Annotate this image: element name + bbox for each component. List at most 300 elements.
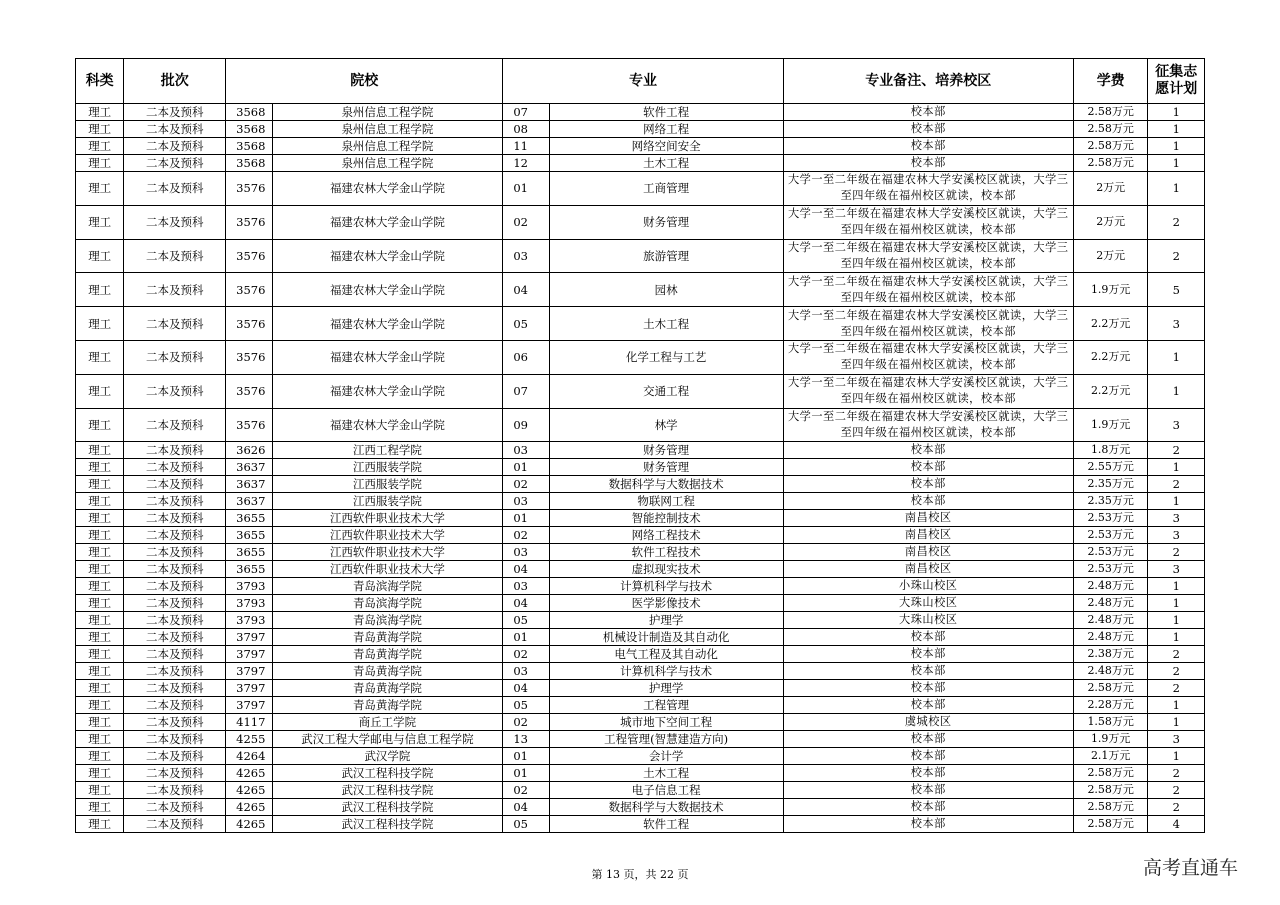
major-name-cell: 工程管理(智慧建造方向) [549, 731, 783, 748]
category-cell: 理工 [76, 155, 124, 172]
school-name-cell: 江西工程学院 [272, 442, 503, 459]
school-name-cell: 青岛滨海学院 [272, 578, 503, 595]
table-row [76, 527, 1205, 544]
category-cell: 理工 [76, 340, 124, 374]
header-major: 专业 [503, 59, 783, 104]
batch-cell: 二本及预科 [124, 561, 226, 578]
school-name-cell: 江西服装学院 [272, 476, 503, 493]
major-code-cell: 12 [503, 155, 549, 172]
notes-cell: 校本部 [783, 646, 1073, 663]
notes-cell: 校本部 [783, 121, 1073, 138]
plan-count-cell: 3 [1148, 527, 1205, 544]
major-name-cell: 财务管理 [549, 205, 783, 239]
tuition-cell: 2.58万元 [1073, 680, 1148, 697]
notes-cell: 校本部 [783, 459, 1073, 476]
category-cell: 理工 [76, 510, 124, 527]
table-row [76, 121, 1205, 138]
school-name-cell: 江西软件职业技术大学 [272, 544, 503, 561]
plan-count-cell: 1 [1148, 595, 1205, 612]
school-code-cell: 3797 [226, 646, 272, 663]
major-name-cell: 化学工程与工艺 [549, 340, 783, 374]
plan-count-cell: 2 [1148, 476, 1205, 493]
major-name-cell: 土木工程 [549, 155, 783, 172]
major-code-cell: 05 [503, 612, 549, 629]
batch-cell: 二本及预科 [124, 578, 226, 595]
table-row [76, 561, 1205, 578]
major-code-cell: 01 [503, 172, 549, 206]
table-row [76, 239, 1205, 273]
school-code-cell: 3568 [226, 155, 272, 172]
school-code-cell: 3797 [226, 697, 272, 714]
notes-cell: 校本部 [783, 138, 1073, 155]
school-name-cell: 福建农林大学金山学院 [272, 408, 503, 442]
batch-cell: 二本及预科 [124, 765, 226, 782]
tuition-cell: 2.48万元 [1073, 629, 1148, 646]
category-cell: 理工 [76, 493, 124, 510]
plan-count-cell: 1 [1148, 121, 1205, 138]
page-number: 第 13 页，共 22 页 [591, 868, 689, 881]
major-code-cell: 03 [503, 239, 549, 273]
school-name-cell: 福建农林大学金山学院 [272, 374, 503, 408]
table-row [76, 663, 1205, 680]
school-code-cell: 4265 [226, 816, 272, 833]
major-code-cell: 02 [503, 205, 549, 239]
notes-cell: 大学一至二年级在福建农林大学安溪校区就读，大学三至四年级在福州校区就读，校本部 [783, 408, 1073, 442]
school-code-cell: 3576 [226, 340, 272, 374]
school-code-cell: 3793 [226, 578, 272, 595]
table-row [76, 731, 1205, 748]
batch-cell: 二本及预科 [124, 629, 226, 646]
category-cell: 理工 [76, 816, 124, 833]
notes-cell: 校本部 [783, 155, 1073, 172]
major-name-cell: 财务管理 [549, 459, 783, 476]
plan-count-cell: 2 [1148, 799, 1205, 816]
table-row [76, 493, 1205, 510]
major-name-cell: 工程管理 [549, 697, 783, 714]
tuition-cell: 2.2万元 [1073, 340, 1148, 374]
table-row [76, 697, 1205, 714]
table-row [76, 442, 1205, 459]
school-name-cell: 福建农林大学金山学院 [272, 340, 503, 374]
category-cell: 理工 [76, 138, 124, 155]
school-code-cell: 3655 [226, 527, 272, 544]
batch-cell: 二本及预科 [124, 155, 226, 172]
table-row [76, 408, 1205, 442]
tuition-cell: 1.8万元 [1073, 442, 1148, 459]
school-code-cell: 3797 [226, 680, 272, 697]
major-code-cell: 05 [503, 307, 549, 341]
notes-cell: 校本部 [783, 442, 1073, 459]
major-name-cell: 机械设计制造及其自动化 [549, 629, 783, 646]
major-code-cell: 01 [503, 510, 549, 527]
batch-cell: 二本及预科 [124, 612, 226, 629]
plan-count-cell: 1 [1148, 172, 1205, 206]
category-cell: 理工 [76, 408, 124, 442]
school-code-cell: 3568 [226, 121, 272, 138]
school-code-cell: 3576 [226, 205, 272, 239]
table-row [76, 612, 1205, 629]
school-name-cell: 青岛黄海学院 [272, 680, 503, 697]
batch-cell: 二本及预科 [124, 680, 226, 697]
category-cell: 理工 [76, 307, 124, 341]
school-code-cell: 3568 [226, 104, 272, 121]
category-cell: 理工 [76, 799, 124, 816]
category-cell: 理工 [76, 172, 124, 206]
batch-cell: 二本及预科 [124, 205, 226, 239]
notes-cell: 校本部 [783, 748, 1073, 765]
batch-cell: 二本及预科 [124, 782, 226, 799]
category-cell: 理工 [76, 104, 124, 121]
major-name-cell: 智能控制技术 [549, 510, 783, 527]
school-name-cell: 青岛黄海学院 [272, 646, 503, 663]
school-name-cell: 泉州信息工程学院 [272, 121, 503, 138]
plan-count-cell: 1 [1148, 697, 1205, 714]
school-name-cell: 福建农林大学金山学院 [272, 172, 503, 206]
major-name-cell: 网络工程技术 [549, 527, 783, 544]
tuition-cell: 2.58万元 [1073, 782, 1148, 799]
notes-cell: 大学一至二年级在福建农林大学安溪校区就读，大学三至四年级在福州校区就读，校本部 [783, 340, 1073, 374]
school-code-cell: 4264 [226, 748, 272, 765]
category-cell: 理工 [76, 765, 124, 782]
plan-count-cell: 2 [1148, 646, 1205, 663]
batch-cell: 二本及预科 [124, 663, 226, 680]
tuition-cell: 2.38万元 [1073, 646, 1148, 663]
major-name-cell: 物联网工程 [549, 493, 783, 510]
major-code-cell: 01 [503, 459, 549, 476]
tuition-cell: 2.53万元 [1073, 544, 1148, 561]
header-batch: 批次 [124, 59, 226, 104]
major-code-cell: 05 [503, 697, 549, 714]
tuition-cell: 2.58万元 [1073, 765, 1148, 782]
major-code-cell: 02 [503, 782, 549, 799]
school-name-cell: 武汉工程科技学院 [272, 782, 503, 799]
school-name-cell: 江西软件职业技术大学 [272, 510, 503, 527]
notes-cell: 南昌校区 [783, 561, 1073, 578]
tuition-cell: 2.48万元 [1073, 578, 1148, 595]
table-row [76, 476, 1205, 493]
table-row [76, 646, 1205, 663]
school-name-cell: 青岛黄海学院 [272, 697, 503, 714]
school-name-cell: 泉州信息工程学院 [272, 138, 503, 155]
plan-count-cell: 2 [1148, 239, 1205, 273]
major-code-cell: 11 [503, 138, 549, 155]
table-row [76, 680, 1205, 697]
plan-count-cell: 1 [1148, 340, 1205, 374]
major-code-cell: 13 [503, 731, 549, 748]
table-row [76, 765, 1205, 782]
table-row [76, 172, 1205, 206]
plan-count-cell: 2 [1148, 765, 1205, 782]
major-name-cell: 园林 [549, 273, 783, 307]
school-code-cell: 3626 [226, 442, 272, 459]
table-row [76, 459, 1205, 476]
school-code-cell: 3655 [226, 561, 272, 578]
table-row [76, 629, 1205, 646]
major-name-cell: 交通工程 [549, 374, 783, 408]
category-cell: 理工 [76, 374, 124, 408]
plan-count-cell: 5 [1148, 273, 1205, 307]
major-name-cell: 工商管理 [549, 172, 783, 206]
school-code-cell: 4265 [226, 765, 272, 782]
table-row [76, 374, 1205, 408]
major-code-cell: 03 [503, 578, 549, 595]
category-cell: 理工 [76, 205, 124, 239]
tuition-cell: 2万元 [1073, 205, 1148, 239]
table-row [76, 578, 1205, 595]
plan-count-cell: 1 [1148, 748, 1205, 765]
notes-cell: 校本部 [783, 697, 1073, 714]
school-code-cell: 4265 [226, 782, 272, 799]
school-name-cell: 江西服装学院 [272, 493, 503, 510]
tuition-cell: 2万元 [1073, 172, 1148, 206]
plan-count-cell: 3 [1148, 408, 1205, 442]
notes-cell: 校本部 [783, 680, 1073, 697]
category-cell: 理工 [76, 714, 124, 731]
tuition-cell: 2.58万元 [1073, 155, 1148, 172]
notes-cell: 校本部 [783, 731, 1073, 748]
major-name-cell: 城市地下空间工程 [549, 714, 783, 731]
notes-cell: 校本部 [783, 476, 1073, 493]
batch-cell: 二本及预科 [124, 816, 226, 833]
table-row [76, 816, 1205, 833]
plan-count-cell: 2 [1148, 680, 1205, 697]
school-name-cell: 青岛黄海学院 [272, 663, 503, 680]
school-name-cell: 商丘工学院 [272, 714, 503, 731]
notes-cell: 大珠山校区 [783, 595, 1073, 612]
enrollment-plan-table [75, 58, 1205, 833]
plan-count-cell: 3 [1148, 510, 1205, 527]
table-row [76, 782, 1205, 799]
notes-cell: 南昌校区 [783, 527, 1073, 544]
school-name-cell: 青岛滨海学院 [272, 595, 503, 612]
table-row [76, 714, 1205, 731]
school-code-cell: 3576 [226, 307, 272, 341]
category-cell: 理工 [76, 442, 124, 459]
major-name-cell: 财务管理 [549, 442, 783, 459]
school-code-cell: 3793 [226, 595, 272, 612]
notes-cell: 大学一至二年级在福建农林大学安溪校区就读，大学三至四年级在福州校区就读，校本部 [783, 307, 1073, 341]
tuition-cell: 2.53万元 [1073, 510, 1148, 527]
tuition-cell: 1.9万元 [1073, 273, 1148, 307]
major-name-cell: 电子信息工程 [549, 782, 783, 799]
school-name-cell: 武汉工程科技学院 [272, 799, 503, 816]
major-name-cell: 网络空间安全 [549, 138, 783, 155]
major-code-cell: 06 [503, 340, 549, 374]
major-code-cell: 04 [503, 273, 549, 307]
school-code-cell: 3797 [226, 663, 272, 680]
header-notes: 专业备注、培养校区 [783, 59, 1073, 104]
plan-count-cell: 2 [1148, 782, 1205, 799]
major-name-cell: 软件工程技术 [549, 544, 783, 561]
major-name-cell: 医学影像技术 [549, 595, 783, 612]
tuition-cell: 1.58万元 [1073, 714, 1148, 731]
table-row [76, 799, 1205, 816]
plan-count-cell: 1 [1148, 493, 1205, 510]
category-cell: 理工 [76, 239, 124, 273]
header-row [76, 59, 1205, 104]
table-row [76, 544, 1205, 561]
tuition-cell: 2.2万元 [1073, 374, 1148, 408]
school-code-cell: 3576 [226, 273, 272, 307]
major-code-cell: 04 [503, 595, 549, 612]
batch-cell: 二本及预科 [124, 138, 226, 155]
major-name-cell: 计算机科学与技术 [549, 578, 783, 595]
table-row [76, 104, 1205, 121]
school-code-cell: 3637 [226, 493, 272, 510]
header-plan-count: 征集志愿计划 [1148, 59, 1205, 104]
plan-count-cell: 2 [1148, 205, 1205, 239]
batch-cell: 二本及预科 [124, 172, 226, 206]
major-code-cell: 04 [503, 680, 549, 697]
tuition-cell: 2.58万元 [1073, 816, 1148, 833]
plan-count-cell: 1 [1148, 459, 1205, 476]
school-code-cell: 3637 [226, 459, 272, 476]
batch-cell: 二本及预科 [124, 493, 226, 510]
plan-count-cell: 2 [1148, 544, 1205, 561]
major-name-cell: 土木工程 [549, 307, 783, 341]
plan-count-cell: 1 [1148, 138, 1205, 155]
major-name-cell: 电气工程及其自动化 [549, 646, 783, 663]
category-cell: 理工 [76, 121, 124, 138]
batch-cell: 二本及预科 [124, 374, 226, 408]
notes-cell: 大学一至二年级在福建农林大学安溪校区就读，大学三至四年级在福州校区就读，校本部 [783, 239, 1073, 273]
table-body [76, 104, 1205, 833]
school-code-cell: 4117 [226, 714, 272, 731]
notes-cell: 大学一至二年级在福建农林大学安溪校区就读，大学三至四年级在福州校区就读，校本部 [783, 374, 1073, 408]
tuition-cell: 2.35万元 [1073, 476, 1148, 493]
school-name-cell: 江西软件职业技术大学 [272, 527, 503, 544]
category-cell: 理工 [76, 748, 124, 765]
notes-cell: 校本部 [783, 104, 1073, 121]
header-tuition: 学费 [1073, 59, 1148, 104]
school-name-cell: 泉州信息工程学院 [272, 155, 503, 172]
plan-count-cell: 1 [1148, 104, 1205, 121]
notes-cell: 校本部 [783, 629, 1073, 646]
tuition-cell: 2万元 [1073, 239, 1148, 273]
batch-cell: 二本及预科 [124, 595, 226, 612]
batch-cell: 二本及预科 [124, 121, 226, 138]
tuition-cell: 2.48万元 [1073, 612, 1148, 629]
tuition-cell: 2.53万元 [1073, 561, 1148, 578]
major-code-cell: 07 [503, 104, 549, 121]
major-name-cell: 土木工程 [549, 765, 783, 782]
school-code-cell: 3797 [226, 629, 272, 646]
notes-cell: 南昌校区 [783, 544, 1073, 561]
notes-cell: 校本部 [783, 816, 1073, 833]
major-name-cell: 护理学 [549, 680, 783, 697]
table-row [76, 205, 1205, 239]
batch-cell: 二本及预科 [124, 510, 226, 527]
notes-cell: 大珠山校区 [783, 612, 1073, 629]
category-cell: 理工 [76, 697, 124, 714]
category-cell: 理工 [76, 782, 124, 799]
major-code-cell: 02 [503, 646, 549, 663]
notes-cell: 校本部 [783, 663, 1073, 680]
tuition-cell: 2.48万元 [1073, 663, 1148, 680]
major-code-cell: 03 [503, 663, 549, 680]
category-cell: 理工 [76, 273, 124, 307]
batch-cell: 二本及预科 [124, 459, 226, 476]
school-code-cell: 3655 [226, 544, 272, 561]
major-name-cell: 网络工程 [549, 121, 783, 138]
batch-cell: 二本及预科 [124, 476, 226, 493]
plan-count-cell: 1 [1148, 612, 1205, 629]
school-name-cell: 武汉工程大学邮电与信息工程学院 [272, 731, 503, 748]
major-code-cell: 01 [503, 748, 549, 765]
school-code-cell: 3655 [226, 510, 272, 527]
category-cell: 理工 [76, 663, 124, 680]
notes-cell: 校本部 [783, 493, 1073, 510]
school-code-cell: 4255 [226, 731, 272, 748]
school-name-cell: 福建农林大学金山学院 [272, 239, 503, 273]
batch-cell: 二本及预科 [124, 799, 226, 816]
school-name-cell: 江西服装学院 [272, 459, 503, 476]
notes-cell: 大学一至二年级在福建农林大学安溪校区就读，大学三至四年级在福州校区就读，校本部 [783, 273, 1073, 307]
tuition-cell: 2.35万元 [1073, 493, 1148, 510]
major-code-cell: 07 [503, 374, 549, 408]
batch-cell: 二本及预科 [124, 307, 226, 341]
major-name-cell: 旅游管理 [549, 239, 783, 273]
plan-count-cell: 1 [1148, 714, 1205, 731]
batch-cell: 二本及预科 [124, 408, 226, 442]
school-name-cell: 武汉工程科技学院 [272, 816, 503, 833]
school-name-cell: 江西软件职业技术大学 [272, 561, 503, 578]
major-name-cell: 会计学 [549, 748, 783, 765]
category-cell: 理工 [76, 612, 124, 629]
major-name-cell: 计算机科学与技术 [549, 663, 783, 680]
school-name-cell: 武汉工程科技学院 [272, 765, 503, 782]
tuition-cell: 2.58万元 [1073, 121, 1148, 138]
school-code-cell: 4265 [226, 799, 272, 816]
major-code-cell: 01 [503, 765, 549, 782]
notes-cell: 虞城校区 [783, 714, 1073, 731]
school-name-cell: 青岛滨海学院 [272, 612, 503, 629]
plan-count-cell: 2 [1148, 663, 1205, 680]
notes-cell: 校本部 [783, 765, 1073, 782]
tuition-cell: 1.9万元 [1073, 731, 1148, 748]
plan-count-cell: 4 [1148, 816, 1205, 833]
major-code-cell: 03 [503, 544, 549, 561]
school-code-cell: 3576 [226, 374, 272, 408]
category-cell: 理工 [76, 459, 124, 476]
batch-cell: 二本及预科 [124, 646, 226, 663]
header-category: 科类 [76, 59, 124, 104]
table-row [76, 340, 1205, 374]
plan-count-cell: 1 [1148, 374, 1205, 408]
plan-count-cell: 1 [1148, 578, 1205, 595]
notes-cell: 大学一至二年级在福建农林大学安溪校区就读，大学三至四年级在福州校区就读，校本部 [783, 172, 1073, 206]
category-cell: 理工 [76, 629, 124, 646]
plan-count-cell: 1 [1148, 155, 1205, 172]
major-code-cell: 04 [503, 561, 549, 578]
tuition-cell: 2.55万元 [1073, 459, 1148, 476]
category-cell: 理工 [76, 544, 124, 561]
watermark: 高考直通车 [1143, 857, 1239, 879]
table-row [76, 595, 1205, 612]
notes-cell: 校本部 [783, 782, 1073, 799]
major-code-cell: 02 [503, 714, 549, 731]
batch-cell: 二本及预科 [124, 731, 226, 748]
major-name-cell: 数据科学与大数据技术 [549, 476, 783, 493]
table-row [76, 510, 1205, 527]
batch-cell: 二本及预科 [124, 527, 226, 544]
batch-cell: 二本及预科 [124, 340, 226, 374]
category-cell: 理工 [76, 731, 124, 748]
school-name-cell: 福建农林大学金山学院 [272, 307, 503, 341]
category-cell: 理工 [76, 561, 124, 578]
table-row [76, 748, 1205, 765]
batch-cell: 二本及预科 [124, 714, 226, 731]
